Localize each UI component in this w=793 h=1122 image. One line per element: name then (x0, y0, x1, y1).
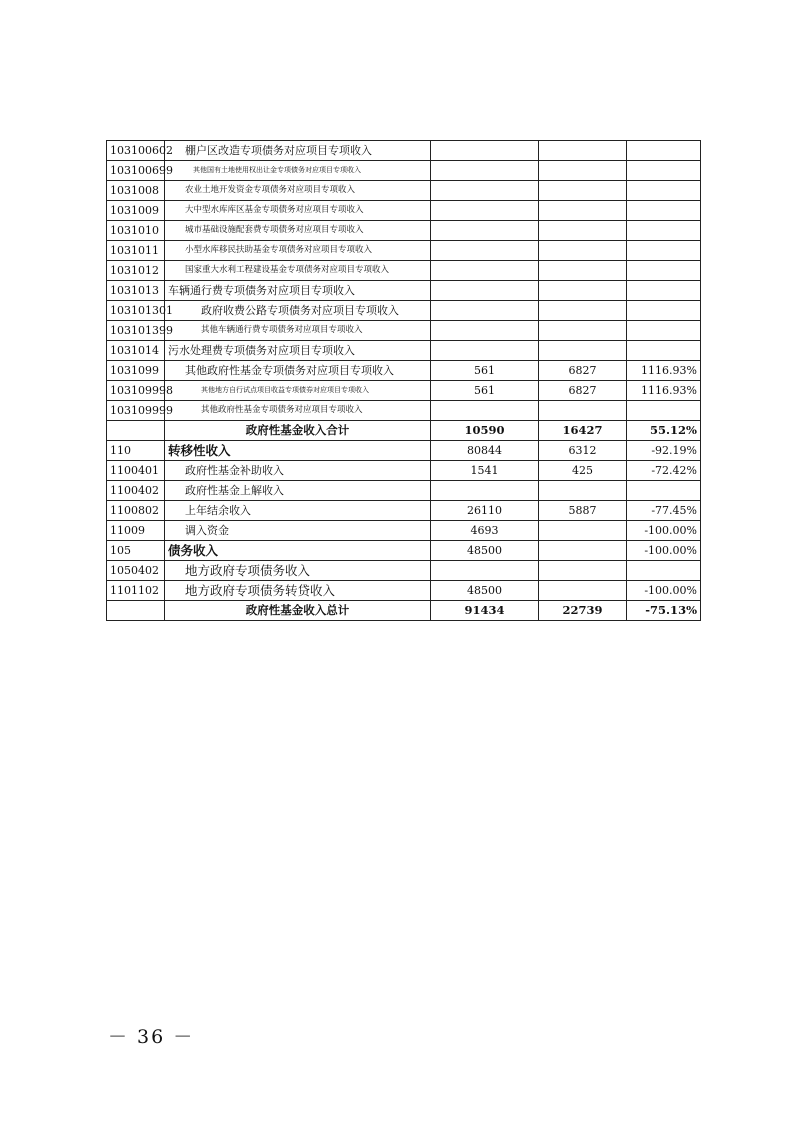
row-value2-cell (539, 521, 627, 541)
table-row (107, 181, 701, 201)
row-name-cell: 转移性收入 (165, 441, 431, 461)
row-value1-cell (431, 261, 539, 281)
row-value2-cell: 22739 (539, 601, 627, 621)
row-name-cell: 政府收费公路专项债务对应项目专项收入 (165, 301, 431, 321)
row-value2-cell (539, 181, 627, 201)
row-percent-cell (627, 481, 701, 501)
table-row (107, 481, 701, 501)
row-value1-cell (431, 161, 539, 181)
row-name-cell: 其他政府性基金专项债务对应项目专项收入 (165, 361, 431, 381)
row-percent-cell (627, 181, 701, 201)
table-row (107, 541, 701, 561)
row-value1-cell: 561 (431, 381, 539, 401)
row-percent-cell: 55.12% (627, 421, 701, 441)
row-code-cell: 103101399 (107, 321, 165, 341)
row-value1-cell: 48500 (431, 541, 539, 561)
row-name-cell: 其他地方自行试点项目收益专项债券对应项目专项收入 (165, 381, 431, 401)
table-row (107, 361, 701, 381)
table-row (107, 401, 701, 421)
row-name-cell: 政府性基金补助收入 (165, 461, 431, 481)
row-code-cell (107, 421, 165, 441)
row-value2-cell (539, 541, 627, 561)
row-percent-cell: 1116.93% (627, 361, 701, 381)
row-value1-cell: 561 (431, 361, 539, 381)
row-percent-cell: -100.00% (627, 521, 701, 541)
table-row (107, 201, 701, 221)
row-value1-cell: 91434 (431, 601, 539, 621)
row-name-cell: 地方政府专项债务转贷收入 (165, 581, 431, 601)
row-value1-cell (431, 141, 539, 161)
row-percent-cell (627, 201, 701, 221)
row-code-cell: 103101301 (107, 301, 165, 321)
row-name-cell: 债务收入 (165, 541, 431, 561)
total-row (107, 421, 701, 441)
row-name-cell: 污水处理费专项债务对应项目专项收入 (165, 341, 431, 361)
row-value2-cell (539, 481, 627, 501)
row-value2-cell (539, 141, 627, 161)
row-code-cell: 1100401 (107, 461, 165, 481)
row-percent-cell (627, 561, 701, 581)
row-code-cell: 1031099 (107, 361, 165, 381)
table-row (107, 341, 701, 361)
table-row (107, 221, 701, 241)
row-value1-cell: 26110 (431, 501, 539, 521)
row-value1-cell: 4693 (431, 521, 539, 541)
table-row (107, 241, 701, 261)
row-value2-cell: 425 (539, 461, 627, 481)
row-value2-cell (539, 161, 627, 181)
row-name-cell: 调入资金 (165, 521, 431, 541)
table-row (107, 461, 701, 481)
row-code-cell: 1031014 (107, 341, 165, 361)
table-row (107, 521, 701, 541)
row-value1-cell: 48500 (431, 581, 539, 601)
row-percent-cell (627, 221, 701, 241)
row-code-cell: 1100802 (107, 501, 165, 521)
row-code-cell: 1031012 (107, 261, 165, 281)
row-value1-cell (431, 321, 539, 341)
row-value1-cell (431, 201, 539, 221)
row-value2-cell (539, 261, 627, 281)
row-code-cell: 11009 (107, 521, 165, 541)
table-row (107, 161, 701, 181)
row-value2-cell (539, 581, 627, 601)
row-code-cell: 1100402 (107, 481, 165, 501)
row-name-cell: 车辆通行费专项债务对应项目专项收入 (165, 281, 431, 301)
row-code-cell: 1031013 (107, 281, 165, 301)
row-percent-cell (627, 301, 701, 321)
total-row (107, 601, 701, 621)
row-value1-cell (431, 401, 539, 421)
table-row (107, 261, 701, 281)
row-percent-cell (627, 401, 701, 421)
row-name-cell: 政府性基金上解收入 (165, 481, 431, 501)
row-name-cell: 政府性基金收入合计 (165, 421, 431, 441)
row-value1-cell: 1541 (431, 461, 539, 481)
row-name-cell: 地方政府专项债务收入 (165, 561, 431, 581)
row-value2-cell: 16427 (539, 421, 627, 441)
row-value2-cell (539, 341, 627, 361)
row-value2-cell: 6827 (539, 381, 627, 401)
row-value2-cell (539, 401, 627, 421)
row-value1-cell (431, 221, 539, 241)
row-percent-cell (627, 141, 701, 161)
row-percent-cell: 1116.93% (627, 381, 701, 401)
row-value2-cell (539, 321, 627, 341)
table-row (107, 141, 701, 161)
row-name-cell: 上年结余收入 (165, 501, 431, 521)
row-value1-cell (431, 281, 539, 301)
row-percent-cell: -100.00% (627, 541, 701, 561)
row-value2-cell (539, 561, 627, 581)
row-value2-cell (539, 281, 627, 301)
row-name-cell: 政府性基金收入总计 (165, 601, 431, 621)
row-code-cell: 103100699 (107, 161, 165, 181)
row-code-cell: 1031008 (107, 181, 165, 201)
row-name-cell: 国家重大水利工程建设基金专项债务对应项目专项收入 (165, 261, 431, 281)
table-row (107, 381, 701, 401)
row-value1-cell (431, 341, 539, 361)
row-code-cell: 103100602 (107, 141, 165, 161)
table-row (107, 561, 701, 581)
row-value2-cell (539, 301, 627, 321)
row-code-cell: 103109998 (107, 381, 165, 401)
fund-revenue-table (106, 140, 701, 621)
row-percent-cell (627, 341, 701, 361)
row-code-cell: 1050402 (107, 561, 165, 581)
row-percent-cell (627, 161, 701, 181)
row-value2-cell (539, 241, 627, 261)
table-row (107, 281, 701, 301)
row-percent-cell: -100.00% (627, 581, 701, 601)
row-value1-cell (431, 561, 539, 581)
row-code-cell: 1031010 (107, 221, 165, 241)
table-body (107, 141, 701, 621)
page-number: － 36 － (108, 1026, 195, 1048)
row-percent-cell (627, 281, 701, 301)
table-row (107, 581, 701, 601)
row-value1-cell (431, 181, 539, 201)
table-row (107, 441, 701, 461)
row-code-cell: 1031009 (107, 201, 165, 221)
row-name-cell: 小型水库移民扶助基金专项债务对应项目专项收入 (165, 241, 431, 261)
row-percent-cell: -92.19% (627, 441, 701, 461)
row-value1-cell (431, 301, 539, 321)
table-row (107, 501, 701, 521)
row-name-cell: 棚户区改造专项债务对应项目专项收入 (165, 141, 431, 161)
row-name-cell: 大中型水库库区基金专项债务对应项目专项收入 (165, 201, 431, 221)
row-value1-cell: 80844 (431, 441, 539, 461)
table-row (107, 321, 701, 341)
row-code-cell: 103109999 (107, 401, 165, 421)
row-code-cell (107, 601, 165, 621)
row-name-cell: 农业土地开发资金专项债务对应项目专项收入 (165, 181, 431, 201)
row-percent-cell: -72.42% (627, 461, 701, 481)
row-code-cell: 105 (107, 541, 165, 561)
row-code-cell: 1031011 (107, 241, 165, 261)
row-value2-cell (539, 221, 627, 241)
row-percent-cell (627, 241, 701, 261)
row-name-cell: 城市基础设施配套费专项债务对应项目专项收入 (165, 221, 431, 241)
row-percent-cell: -75.13% (627, 601, 701, 621)
row-value1-cell (431, 481, 539, 501)
row-value2-cell: 5887 (539, 501, 627, 521)
row-value1-cell: 10590 (431, 421, 539, 441)
row-code-cell: 110 (107, 441, 165, 461)
table-row (107, 301, 701, 321)
row-percent-cell (627, 321, 701, 341)
row-value2-cell: 6312 (539, 441, 627, 461)
row-code-cell: 1101102 (107, 581, 165, 601)
row-value2-cell (539, 201, 627, 221)
row-name-cell: 其他政府性基金专项债务对应项目专项收入 (165, 401, 431, 421)
row-value2-cell: 6827 (539, 361, 627, 381)
row-name-cell: 其他国有土地使用权出让金专项债务对应项目专项收入 (165, 161, 431, 181)
row-percent-cell (627, 261, 701, 281)
row-percent-cell: -77.45% (627, 501, 701, 521)
row-value1-cell (431, 241, 539, 261)
row-name-cell: 其他车辆通行费专项债务对应项目专项收入 (165, 321, 431, 341)
